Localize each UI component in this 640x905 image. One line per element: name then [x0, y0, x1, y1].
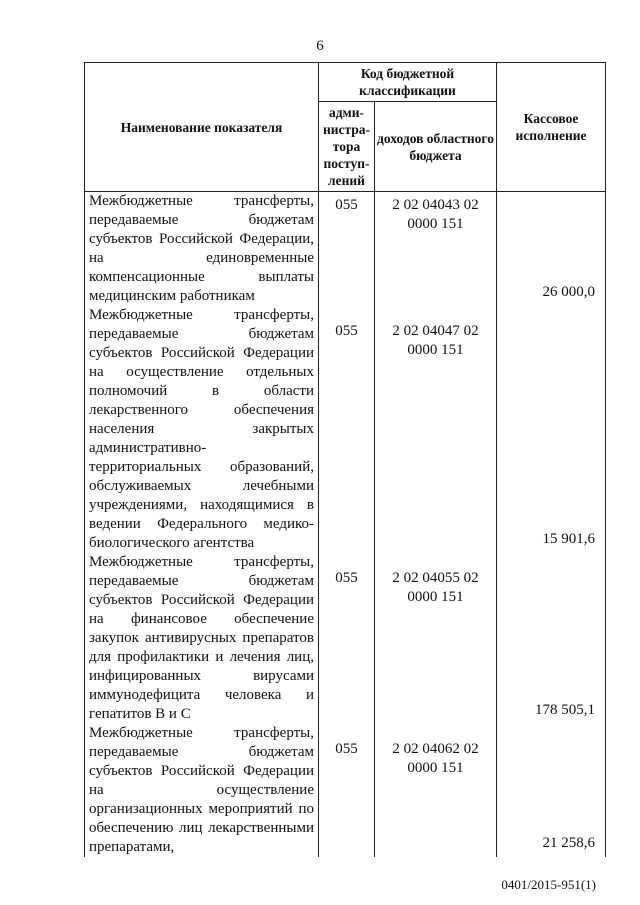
row-income-code: 2 02 04047 02 0000 151	[375, 306, 497, 553]
row-admin-code: 055	[319, 724, 375, 857]
row-income-code: 2 02 04055 02 0000 151	[375, 553, 497, 724]
row-admin-code: 055	[319, 192, 375, 307]
row-name: Межбюджетные трансферты, передаваемые бюджетам субъектов Российской Федерации, на единовременные компенсационные выплаты медицинским работникам	[85, 192, 319, 307]
row-name: Межбюджетные трансферты, передаваемые бюджетам субъектов Российской Федерации на финансовое обеспечение закупок антивирусных препаратов для профилактики и лечения лиц, инфицированных вирусами иммунодефицита человека и гепатитов B и C	[85, 553, 319, 724]
row-admin-code: 055	[319, 306, 375, 553]
row-amount: 26 000,0	[497, 192, 606, 307]
header-name-column: Наименование показателя	[85, 63, 319, 192]
row-amount: 21 258,6	[497, 724, 606, 857]
row-income-code: 2 02 04062 02 0000 151	[375, 724, 497, 857]
row-amount: 15 901,6	[497, 306, 606, 553]
page-number: 6	[316, 38, 324, 54]
row-name: Межбюджетные трансферты, передаваемые бюджетам субъектов Российской Федерации на осуществление организационных мероприятий по обеспечению лиц лекарственными препаратами,	[85, 724, 319, 857]
table-row	[85, 192, 606, 307]
row-income-code: 2 02 04043 02 0000 151	[375, 192, 497, 307]
row-name: Межбюджетные трансферты, передаваемые бюджетам субъектов Российской Федерации на осуществление отдельных полномочий в области лекарственного обеспечения населения закрытых административно-территориальных образований, обслуживаемых лечебными учреждениями, находящимися в ведении Федерального медико-биологического агентства	[85, 306, 319, 553]
header-cash-execution: Кассовое исполнение	[497, 63, 606, 192]
row-amount: 178 505,1	[497, 553, 606, 724]
header-budget-code-group: Код бюджетной классификации	[319, 63, 497, 102]
table-row	[85, 553, 606, 724]
header-income-column: доходов областного бюджета	[375, 102, 497, 192]
budget-table	[84, 62, 606, 857]
table-row	[85, 306, 606, 553]
header-admin-column: адми-нистра-тора поступ-лений	[319, 102, 375, 192]
document-code: 0401/2015-951(1)	[501, 877, 596, 892]
row-admin-code: 055	[319, 553, 375, 724]
table-row	[85, 724, 606, 857]
